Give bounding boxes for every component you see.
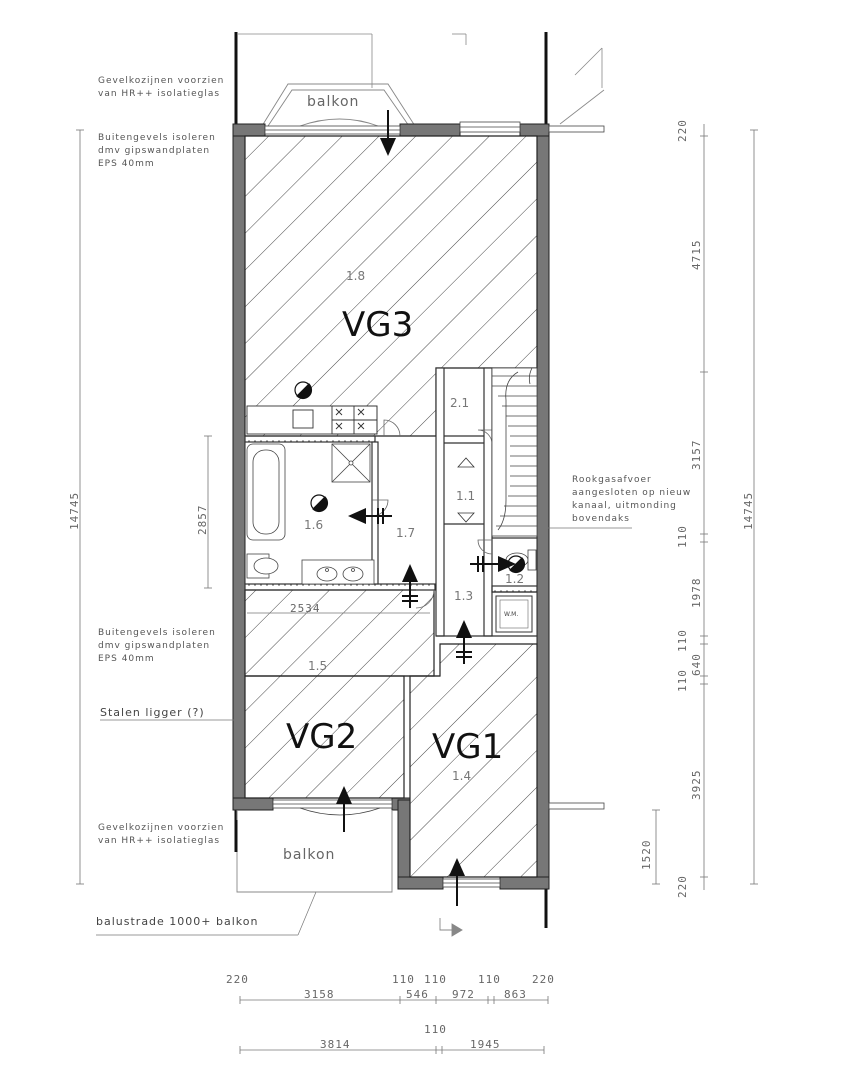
svg-text:van HR++ isolatieglas: van HR++ isolatieglas: [98, 89, 221, 99]
kitchen-counter: [247, 406, 377, 434]
svg-text:Gevelkozijnen voorzien: Gevelkozijnen voorzien: [98, 76, 225, 86]
svg-text:110: 110: [478, 973, 501, 986]
svg-text:110: 110: [676, 525, 689, 548]
svg-text:220: 220: [676, 875, 689, 898]
svg-text:1945: 1945: [470, 1038, 501, 1051]
svg-text:640: 640: [690, 653, 703, 676]
room-1-4: 1.4: [452, 769, 472, 783]
svg-text:dmv gipswandplaten: dmv gipswandplaten: [98, 146, 211, 156]
svg-text:kanaal, uitmonding: kanaal, uitmonding: [572, 501, 677, 511]
svg-text:220: 220: [532, 973, 555, 986]
room-1-6: 1.6: [304, 518, 324, 532]
dim-left-bath: 2857: [196, 504, 209, 535]
svg-text:3814: 3814: [320, 1038, 351, 1051]
room-1-2: 1.2: [505, 572, 525, 586]
svg-text:972: 972: [452, 988, 475, 1001]
washing-machine: [496, 596, 532, 632]
unit-vg1: VG1: [432, 727, 504, 767]
svg-text:220: 220: [676, 119, 689, 142]
room-1-5: 1.5: [308, 659, 328, 673]
svg-text:4715: 4715: [690, 239, 703, 270]
svg-text:EPS 40mm: EPS 40mm: [98, 159, 155, 169]
doors: [372, 420, 492, 608]
room-1-7: 1.7: [396, 526, 416, 540]
svg-text:110: 110: [424, 1023, 447, 1036]
svg-text:bovendaks: bovendaks: [572, 514, 630, 524]
wm-label: W.M.: [504, 611, 519, 618]
svg-text:Rookgasafvoer: Rookgasafvoer: [572, 475, 652, 485]
railing-note: balustrade 1000+ balkon: [96, 915, 259, 928]
svg-text:Buitengevels isoleren: Buitengevels isoleren: [98, 133, 216, 143]
svg-text:863: 863: [504, 988, 527, 1001]
unit-vg2: VG2: [286, 717, 358, 757]
dims-bottom-text: [226, 973, 555, 1051]
svg-text:aangesloten op nieuw: aangesloten op nieuw: [572, 488, 692, 498]
svg-text:3925: 3925: [690, 769, 703, 800]
dim-inner: 2534: [290, 602, 321, 615]
svg-text:1520: 1520: [640, 839, 653, 870]
svg-text:220: 220: [226, 973, 249, 986]
balcony-label-top: balkon: [307, 94, 360, 110]
steel-beam-note: Stalen ligger (?): [100, 706, 205, 719]
room-1-8: 1.8: [346, 269, 366, 283]
balcony-label-bottom: balkon: [283, 847, 336, 863]
lift-markers: [444, 450, 474, 522]
room-1-1: 1.1: [456, 489, 476, 503]
top-context: [238, 34, 604, 124]
svg-text:dmv gipswandplaten: dmv gipswandplaten: [98, 641, 211, 651]
dim-right-total: 14745: [742, 491, 755, 530]
dim-left-total: 14745: [68, 491, 81, 530]
svg-text:3157: 3157: [690, 439, 703, 470]
svg-text:110: 110: [676, 629, 689, 652]
svg-text:110: 110: [424, 973, 447, 986]
svg-text:110: 110: [676, 669, 689, 692]
svg-text:110: 110: [392, 973, 415, 986]
svg-text:Buitengevels isoleren: Buitengevels isoleren: [98, 628, 216, 638]
svg-text:EPS 40mm: EPS 40mm: [98, 654, 155, 664]
svg-text:3158: 3158: [304, 988, 335, 1001]
staircase: [492, 368, 537, 536]
note-right: [572, 475, 691, 524]
room-1-3: 1.3: [454, 589, 474, 603]
room-2-1: 2.1: [450, 396, 470, 410]
dims-bottom: [240, 996, 548, 1054]
svg-text:546: 546: [406, 988, 429, 1001]
svg-text:1978: 1978: [690, 577, 703, 608]
unit-vg3: VG3: [342, 305, 414, 345]
svg-text:van HR++ isolatieglas: van HR++ isolatieglas: [98, 836, 221, 846]
svg-text:Gevelkozijnen voorzien: Gevelkozijnen voorzien: [98, 823, 225, 833]
